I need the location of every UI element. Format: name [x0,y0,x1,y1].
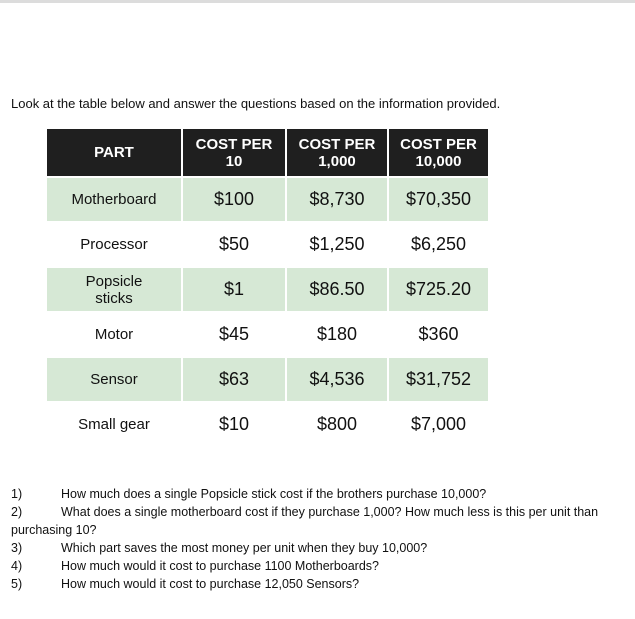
header-cost-per-10: COST PER 10 [181,129,285,176]
table-row-motherboard [47,176,488,221]
cost-10000: $31,752 [387,356,488,401]
question-list [11,485,626,593]
cost-10000: $725.20 [387,266,488,311]
question-item: 2) What does a single motherboard cost if they purchase 1,000? How much less is this per unit than purchasing 10? [11,505,599,537]
table-header-row [47,129,488,176]
cost-10000: $7,000 [387,401,488,446]
cost-10000: $360 [387,311,488,356]
cost-1000: $4,536 [285,356,387,401]
part-name: Motherboard [47,176,181,221]
header-cost-per-10000: COST PER 10,000 [387,129,488,176]
cost-10: $1 [181,266,285,311]
question-item: 5) How much would it cost to purchase 12,050 Sensors? [11,577,360,591]
part-name: Sensor [47,356,181,401]
cost-10: $50 [181,221,285,266]
table-row-popsicle-sticks [47,266,488,311]
cost-1000: $86.50 [285,266,387,311]
cost-10: $63 [181,356,285,401]
part-name: Popsicle sticks [47,266,181,311]
question-item: 1) How much does a single Popsicle stick cost if the brothers purchase 10,000? [11,487,487,501]
top-divider [0,0,635,3]
cost-1000: $1,250 [285,221,387,266]
table-row-processor [47,221,488,266]
cost-1000: $8,730 [285,176,387,221]
cost-1000: $180 [285,311,387,356]
cost-table [47,129,488,446]
part-name: Motor [47,311,181,356]
question-item: 4) How much would it cost to purchase 1100 Motherboards? [11,559,379,573]
cost-10: $10 [181,401,285,446]
table-row-motor [47,311,488,356]
cost-10: $45 [181,311,285,356]
cost-10000: $6,250 [387,221,488,266]
part-name: Processor [47,221,181,266]
part-name: Small gear [47,401,181,446]
header-part: PART [47,129,181,176]
table-row-sensor [47,356,488,401]
cost-10000: $70,350 [387,176,488,221]
cost-10: $100 [181,176,285,221]
intro-text: Look at the table below and answer the questions based on the information provided. [11,96,501,111]
question-item: 3) Which part saves the most money per unit when they buy 10,000? [11,541,428,555]
cost-1000: $800 [285,401,387,446]
table-row-small-gear [47,401,488,446]
header-cost-per-1000: COST PER 1,000 [285,129,387,176]
